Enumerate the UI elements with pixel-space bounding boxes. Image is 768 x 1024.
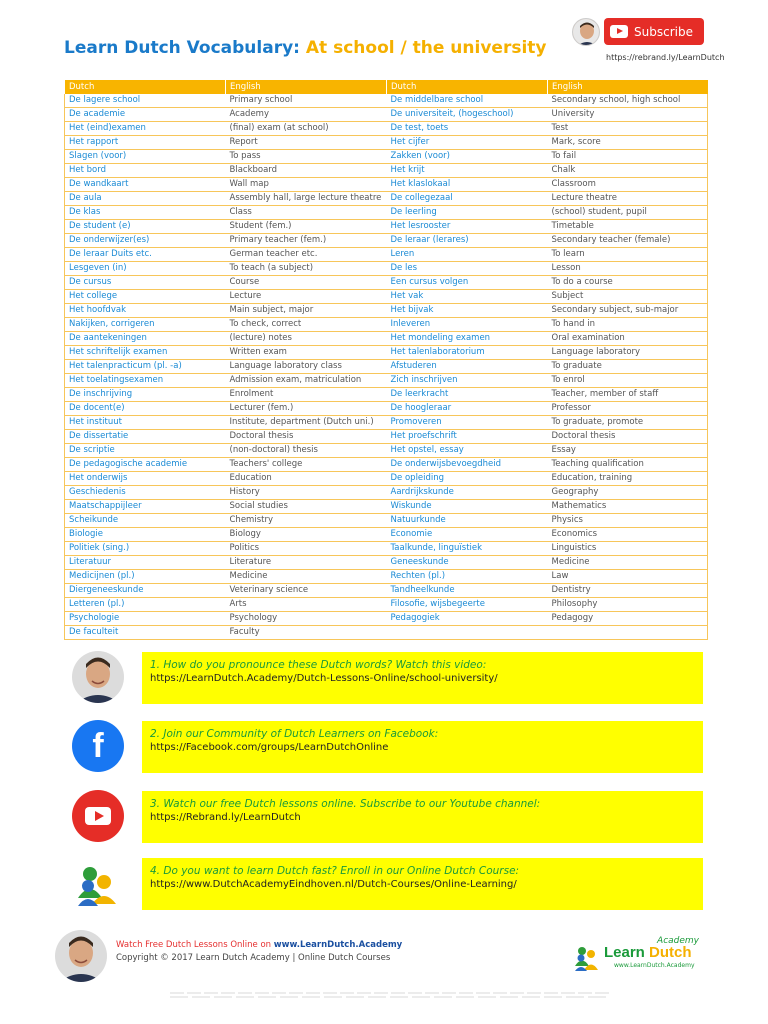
table-row — [65, 388, 708, 402]
english-translation-cell: Subject — [548, 290, 708, 304]
dutch-word-cell: Het schriftelijk examen — [65, 346, 226, 360]
dutch-word-cell: Wiskunde — [387, 500, 548, 514]
english-translation-cell: Education — [226, 472, 387, 486]
dutch-word-cell: De leerling — [387, 206, 548, 220]
english-translation-cell: To teach (a subject) — [226, 262, 387, 276]
people-icon[interactable] — [72, 858, 124, 910]
dutch-word-cell: Het college — [65, 290, 226, 304]
english-translation-cell: Psychology — [226, 612, 387, 626]
english-translation-cell: Social studies — [226, 500, 387, 514]
dutch-word-cell: Nakijken, corrigeren — [65, 318, 226, 332]
english-translation-cell: Secondary teacher (female) — [548, 234, 708, 248]
english-translation-cell: Linguistics — [548, 542, 708, 556]
english-translation-cell: Literature — [226, 556, 387, 570]
english-translation-cell: To learn — [548, 248, 708, 262]
youtube-play-icon — [610, 25, 628, 38]
english-translation-cell: Course — [226, 276, 387, 290]
english-translation-cell: Test — [548, 122, 708, 136]
english-translation-cell: To graduate — [548, 360, 708, 374]
english-translation-cell: Oral examination — [548, 332, 708, 346]
table-row — [65, 486, 708, 500]
english-translation-cell: Wall map — [226, 178, 387, 192]
dutch-word-cell: Het proefschrift — [387, 430, 548, 444]
dutch-word-cell: Het instituut — [65, 416, 226, 430]
dutch-word-cell: Zich inschrijven — [387, 374, 548, 388]
promo-link[interactable]: https://LearnDutch.Academy/Dutch-Lessons-Online/school-university/ — [150, 673, 498, 684]
english-translation-cell: Faculty — [226, 626, 387, 640]
english-translation-cell: Language laboratory class — [226, 360, 387, 374]
english-translation-cell: To check, correct — [226, 318, 387, 332]
english-translation-cell: German teacher etc. — [226, 248, 387, 262]
table-row — [65, 542, 708, 556]
english-translation-cell: Chalk — [548, 164, 708, 178]
english-translation-cell: Timetable — [548, 220, 708, 234]
dutch-word-cell: De student (e) — [65, 220, 226, 234]
promo-box-video — [142, 652, 703, 704]
facebook-icon[interactable]: f — [72, 720, 124, 772]
table-row — [65, 318, 708, 332]
english-translation-cell: Academy — [226, 108, 387, 122]
english-translation-cell: Classroom — [548, 178, 708, 192]
table-row — [65, 150, 708, 164]
dutch-word-cell: De onderwijzer(es) — [65, 234, 226, 248]
logo-academy: Academy — [657, 936, 699, 946]
promo-link[interactable]: https://Rebrand.ly/LearnDutch — [150, 812, 301, 823]
english-translation-cell: (school) student, pupil — [548, 206, 708, 220]
english-translation-cell: To graduate, promote — [548, 416, 708, 430]
english-translation-cell: Lecture — [226, 290, 387, 304]
english-translation-cell: Class — [226, 206, 387, 220]
english-translation-cell: Mark, score — [548, 136, 708, 150]
english-translation-cell: Teachers' college — [226, 458, 387, 472]
promo-box-course — [142, 858, 703, 910]
english-translation-cell: Medicine — [548, 556, 708, 570]
dutch-word-cell: Diergeneeskunde — [65, 584, 226, 598]
dutch-word-cell: De opleiding — [387, 472, 548, 486]
dutch-word-cell: Aardrijkskunde — [387, 486, 548, 500]
dutch-word-cell: De pedagogische academie — [65, 458, 226, 472]
english-translation-cell: Professor — [548, 402, 708, 416]
dutch-word-cell: De universiteit, (hogeschool) — [387, 108, 548, 122]
rebrand-link[interactable]: https://rebrand.ly/LearnDutch — [606, 53, 725, 62]
dutch-word-cell: De leraar Duits etc. — [65, 248, 226, 262]
english-translation-cell: Teacher, member of staff — [548, 388, 708, 402]
table-row — [65, 262, 708, 276]
logo-dutch: Dutch — [649, 944, 692, 961]
avatar-icon — [55, 930, 107, 982]
fine-print-decoration — [170, 990, 610, 1000]
dutch-word-cell: De onderwijsbevoegdheid — [387, 458, 548, 472]
dutch-word-cell: Het toelatingsexamen — [65, 374, 226, 388]
table-row — [65, 290, 708, 304]
english-translation-cell: University — [548, 108, 708, 122]
english-translation-cell — [548, 626, 708, 640]
footer-watch-text: Watch Free Dutch Lessons Online on — [116, 940, 272, 950]
english-translation-cell: Lesson — [548, 262, 708, 276]
header-english-1: English — [226, 80, 387, 94]
dutch-word-cell: Afstuderen — [387, 360, 548, 374]
page-title — [64, 38, 546, 58]
dutch-word-cell — [387, 626, 548, 640]
promo-box-facebook — [142, 721, 703, 773]
dutch-word-cell: De klas — [65, 206, 226, 220]
table-row — [65, 220, 708, 234]
english-translation-cell: Secondary school, high school — [548, 94, 708, 108]
dutch-word-cell: Promoveren — [387, 416, 548, 430]
dutch-word-cell: Rechten (pl.) — [387, 570, 548, 584]
header-english-2: English — [548, 80, 708, 94]
english-translation-cell: Politics — [226, 542, 387, 556]
english-translation-cell: Chemistry — [226, 514, 387, 528]
logo-url: www.LearnDutch.Academy — [614, 962, 695, 969]
english-translation-cell: Law — [548, 570, 708, 584]
footer-copyright: Copyright © 2017 Learn Dutch Academy | Online Dutch Courses — [116, 953, 391, 963]
dutch-word-cell: Het bord — [65, 164, 226, 178]
dutch-word-cell: Taalkunde, linguïstiek — [387, 542, 548, 556]
english-translation-cell: Geography — [548, 486, 708, 500]
english-translation-cell: Economics — [548, 528, 708, 542]
dutch-word-cell: De inschrijving — [65, 388, 226, 402]
footer-watch-line — [116, 940, 402, 950]
table-row — [65, 500, 708, 514]
youtube-icon[interactable] — [72, 790, 124, 842]
dutch-word-cell: Het bijvak — [387, 304, 548, 318]
table-row — [65, 626, 708, 640]
dutch-word-cell: Het hoofdvak — [65, 304, 226, 318]
dutch-word-cell: De leerkracht — [387, 388, 548, 402]
english-translation-cell: To hand in — [548, 318, 708, 332]
header-dutch-1: Dutch — [65, 80, 226, 94]
promo-link[interactable]: https://Facebook.com/groups/LearnDutchOnline — [150, 742, 389, 753]
english-translation-cell: Doctoral thesis — [226, 430, 387, 444]
english-translation-cell: (lecture) notes — [226, 332, 387, 346]
dutch-word-cell: Geneeskunde — [387, 556, 548, 570]
english-translation-cell: (final) exam (at school) — [226, 122, 387, 136]
dutch-word-cell: De lagere school — [65, 94, 226, 108]
english-translation-cell: Institute, department (Dutch uni.) — [226, 416, 387, 430]
english-translation-cell: Philosophy — [548, 598, 708, 612]
english-translation-cell: To fail — [548, 150, 708, 164]
dutch-word-cell: Het mondeling examen — [387, 332, 548, 346]
table-row — [65, 276, 708, 290]
avatar-icon — [72, 651, 124, 703]
english-translation-cell: Admission exam, matriculation — [226, 374, 387, 388]
table-row — [65, 122, 708, 136]
dutch-word-cell: Het (eind)examen — [65, 122, 226, 136]
dutch-word-cell: De aantekeningen — [65, 332, 226, 346]
table-row — [65, 584, 708, 598]
dutch-word-cell: De dissertatie — [65, 430, 226, 444]
english-translation-cell: Enrolment — [226, 388, 387, 402]
english-translation-cell: Education, training — [548, 472, 708, 486]
dutch-word-cell: Het talenlaboratorium — [387, 346, 548, 360]
english-translation-cell: Primary teacher (fem.) — [226, 234, 387, 248]
dutch-word-cell: Het lesrooster — [387, 220, 548, 234]
title-part-2: At school / the university — [305, 38, 547, 58]
table-row — [65, 108, 708, 122]
english-translation-cell: Main subject, major — [226, 304, 387, 318]
table-row — [65, 178, 708, 192]
english-translation-cell: Pedagogy — [548, 612, 708, 626]
table-header-row — [65, 80, 708, 94]
table-row — [65, 136, 708, 150]
dutch-word-cell: Politiek (sing.) — [65, 542, 226, 556]
dutch-word-cell: De aula — [65, 192, 226, 206]
dutch-word-cell: Het klaslokaal — [387, 178, 548, 192]
table-row — [65, 416, 708, 430]
dutch-word-cell: Filosofie, wijsbegeerte — [387, 598, 548, 612]
english-translation-cell: History — [226, 486, 387, 500]
dutch-word-cell: Het rapport — [65, 136, 226, 150]
promo-question: 3. Watch our free Dutch lessons online. Subscribe to our Youtube channel: — [150, 798, 541, 810]
dutch-word-cell: Medicijnen (pl.) — [65, 570, 226, 584]
english-translation-cell: (non-doctoral) thesis — [226, 444, 387, 458]
dutch-word-cell: Literatuur — [65, 556, 226, 570]
dutch-word-cell: De leraar (lerares) — [387, 234, 548, 248]
dutch-word-cell: Het krijt — [387, 164, 548, 178]
english-translation-cell: Arts — [226, 598, 387, 612]
english-translation-cell: Physics — [548, 514, 708, 528]
dutch-word-cell: Zakken (voor) — [387, 150, 548, 164]
english-translation-cell: Lecture theatre — [548, 192, 708, 206]
dutch-word-cell: Economie — [387, 528, 548, 542]
table-row — [65, 514, 708, 528]
promo-link[interactable]: https://www.DutchAcademyEindhoven.nl/Dutch-Courses/Online-Learning/ — [150, 879, 517, 890]
dutch-word-cell: De wandkaart — [65, 178, 226, 192]
english-translation-cell: Medicine — [226, 570, 387, 584]
dutch-word-cell: Tandheelkunde — [387, 584, 548, 598]
table-row — [65, 556, 708, 570]
dutch-word-cell: Psychologie — [65, 612, 226, 626]
dutch-word-cell: De middelbare school — [387, 94, 548, 108]
table-row — [65, 472, 708, 486]
dutch-word-cell: Pedagogiek — [387, 612, 548, 626]
dutch-word-cell: Leren — [387, 248, 548, 262]
english-translation-cell: Veterinary science — [226, 584, 387, 598]
table-row — [65, 430, 708, 444]
table-row — [65, 164, 708, 178]
avatar — [55, 930, 107, 982]
dutch-word-cell: Het onderwijs — [65, 472, 226, 486]
dutch-word-cell: Geschiedenis — [65, 486, 226, 500]
english-translation-cell: To pass — [226, 150, 387, 164]
table-row — [65, 332, 708, 346]
header-dutch-2: Dutch — [387, 80, 548, 94]
promo-question: 4. Do you want to learn Dutch fast? Enroll in our Online Dutch Course: — [150, 865, 520, 877]
dutch-word-cell: De test, toets — [387, 122, 548, 136]
dutch-word-cell: De cursus — [65, 276, 226, 290]
avatar — [72, 651, 124, 703]
table-row — [65, 206, 708, 220]
dutch-word-cell: Het cijfer — [387, 136, 548, 150]
english-translation-cell: Blackboard — [226, 164, 387, 178]
english-translation-cell: Lecturer (fem.) — [226, 402, 387, 416]
learn-dutch-logo — [570, 938, 705, 974]
english-translation-cell: Doctoral thesis — [548, 430, 708, 444]
table-row — [65, 248, 708, 262]
dutch-word-cell: Letteren (pl.) — [65, 598, 226, 612]
subscribe-label: Subscribe — [634, 24, 693, 39]
dutch-word-cell: Lesgeven (in) — [65, 262, 226, 276]
dutch-word-cell: De scriptie — [65, 444, 226, 458]
table-row — [65, 444, 708, 458]
dutch-word-cell: Maatschappijleer — [65, 500, 226, 514]
table-row — [65, 374, 708, 388]
table-row — [65, 234, 708, 248]
dutch-word-cell: Een cursus volgen — [387, 276, 548, 290]
dutch-word-cell: Het vak — [387, 290, 548, 304]
table-row — [65, 458, 708, 472]
people-logo-icon — [572, 942, 602, 972]
table-row — [65, 360, 708, 374]
english-translation-cell: Biology — [226, 528, 387, 542]
avatar — [572, 18, 600, 46]
dutch-word-cell: De les — [387, 262, 548, 276]
subscribe-button[interactable] — [604, 18, 704, 45]
english-translation-cell: Primary school — [226, 94, 387, 108]
footer-site-link[interactable]: www.LearnDutch.Academy — [273, 940, 403, 950]
dutch-word-cell: Slagen (voor) — [65, 150, 226, 164]
english-translation-cell: Written exam — [226, 346, 387, 360]
english-translation-cell: Assembly hall, large lecture theatre — [226, 192, 387, 206]
avatar-icon — [573, 19, 600, 46]
table-row — [65, 346, 708, 360]
promo-question: 2. Join our Community of Dutch Learners on Facebook: — [150, 728, 439, 740]
table-row — [65, 612, 708, 626]
english-translation-cell: Teaching qualification — [548, 458, 708, 472]
dutch-word-cell: De docent(e) — [65, 402, 226, 416]
table-row — [65, 402, 708, 416]
dutch-word-cell: Het talenpracticum (pl. -a) — [65, 360, 226, 374]
dutch-word-cell: Het opstel, essay — [387, 444, 548, 458]
english-translation-cell: To enrol — [548, 374, 708, 388]
english-translation-cell: Mathematics — [548, 500, 708, 514]
dutch-word-cell: De academie — [65, 108, 226, 122]
dutch-word-cell: De collegezaal — [387, 192, 548, 206]
dutch-word-cell: De hoogleraar — [387, 402, 548, 416]
dutch-word-cell: Scheikunde — [65, 514, 226, 528]
dutch-word-cell: Natuurkunde — [387, 514, 548, 528]
english-translation-cell: Secondary subject, sub-major — [548, 304, 708, 318]
dutch-word-cell: Biologie — [65, 528, 226, 542]
table-row — [65, 304, 708, 318]
vocabulary-table — [64, 80, 708, 640]
promo-box-youtube — [142, 791, 703, 843]
title-part-1: Learn Dutch Vocabulary: — [64, 38, 300, 58]
table-row — [65, 570, 708, 584]
english-translation-cell: Language laboratory — [548, 346, 708, 360]
english-translation-cell: Student (fem.) — [226, 220, 387, 234]
logo-brand — [604, 944, 692, 961]
table-row — [65, 192, 708, 206]
english-translation-cell: Essay — [548, 444, 708, 458]
table-row — [65, 94, 708, 108]
english-translation-cell: Report — [226, 136, 387, 150]
english-translation-cell: Dentistry — [548, 584, 708, 598]
table-row — [65, 528, 708, 542]
logo-learn: Learn — [604, 944, 645, 961]
dutch-word-cell: Inleveren — [387, 318, 548, 332]
promo-question: 1. How do you pronounce these Dutch words? Watch this video: — [150, 659, 487, 671]
english-translation-cell: To do a course — [548, 276, 708, 290]
table-row — [65, 598, 708, 612]
dutch-word-cell: De faculteit — [65, 626, 226, 640]
